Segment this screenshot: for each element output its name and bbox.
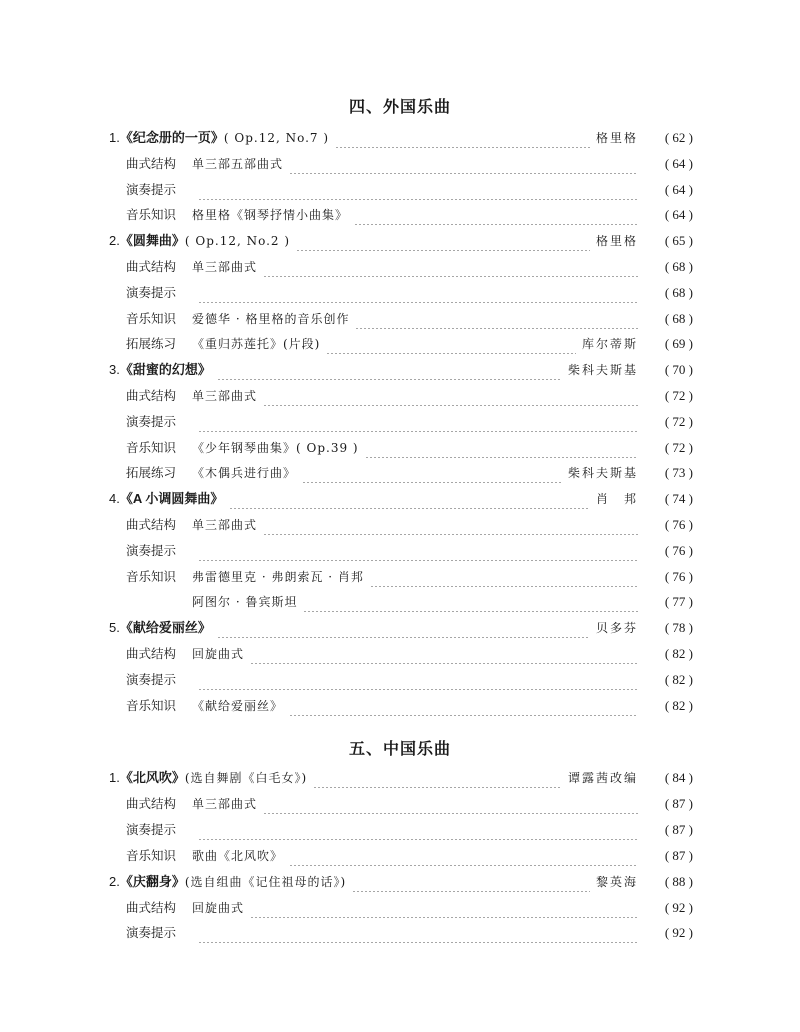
toc-entry[interactable] [0,768,800,788]
toc-entry[interactable] [0,618,800,638]
subentry-description: 《重归苏莲托》(片段) [192,337,321,352]
page-number: ( 92 ) [664,899,693,915]
toc-subentry[interactable] [0,794,800,814]
toc-subentry[interactable] [0,309,800,329]
subentry-label: 曲式结构 [126,388,177,403]
entry-extra: (选自舞剧《白毛女》) [184,771,308,785]
subentry-label: 拓展练习 [126,336,177,352]
entry-title: 《A 小调圆舞曲》 [119,491,224,507]
page-number: ( 76 ) [664,568,693,584]
page-number: ( 65 ) [664,233,693,249]
toc-subentry[interactable] [0,386,800,406]
subentry-description: 弗雷德里克 · 弗朗索瓦 · 肖邦 [192,569,364,584]
leader-dots [250,898,638,918]
leader-dots [263,386,638,406]
entry-extra: ( Op.12, No.2 ) [184,234,291,249]
toc-subentry[interactable] [0,644,800,664]
toc-subentry[interactable] [0,283,800,303]
entry-author: 柴科夫斯基 [564,463,638,483]
entry-title: 《庆翻身》 [119,873,185,889]
toc-subentry[interactable] [0,820,800,840]
leader-dots [352,872,590,892]
toc-subentry[interactable] [0,154,800,174]
leader-dots [296,231,590,251]
entry-number: 4. [109,491,120,507]
entry-heading [109,618,215,638]
entry-title: 《圆舞曲》 [119,233,185,249]
page-number: ( 76 ) [664,517,693,532]
toc-subentry[interactable] [0,515,800,535]
subentry-heading [126,309,353,329]
subentry-label: 曲式结构 [126,795,177,811]
page-number: ( 92 ) [664,925,693,941]
subentry-heading [126,820,196,840]
entry-title: 《献给爱丽丝》 [119,620,211,636]
leader-dots [198,820,638,840]
subentry-heading [126,846,287,866]
page-number: ( 87 ) [664,795,693,811]
subentry-label: 曲式结构 [126,155,177,171]
entry-author: 贝多芬 [592,618,638,638]
leader-dots [198,283,638,303]
subentry-label: 音乐知识 [126,207,177,223]
toc-subentry[interactable] [0,567,800,587]
subentry-label: 演奏提示 [126,542,177,558]
subentry-label: 拓展练习 [126,465,177,481]
subentry-heading [126,463,300,483]
leader-dots [198,412,638,432]
leader-dots [198,180,638,200]
leader-dots [303,592,638,612]
leader-dots [198,541,638,561]
page-number: ( 69 ) [664,336,693,352]
entry-heading [109,768,311,788]
page-number: ( 88 ) [664,873,693,889]
entry-author: 谭露茜改编 [564,768,638,788]
leader-dots [302,463,562,483]
section-5-title: 五、中国乐曲 [348,739,451,758]
subentry-label: 音乐知识 [126,697,177,713]
subentry-label: 演奏提示 [126,821,177,837]
subentry-label: 音乐知识 [126,310,177,326]
leader-dots [370,567,638,587]
subentry-heading [126,205,352,225]
page-number: ( 87 ) [664,821,693,837]
page-number: ( 68 ) [664,310,693,326]
leader-dots [289,846,638,866]
subentry-heading [126,567,368,587]
subentry-description: 单三部曲式 [192,389,258,403]
leader-dots [289,154,638,174]
toc-entry[interactable] [0,360,800,380]
page-number: ( 77 ) [664,594,693,610]
subentry-heading [126,923,196,943]
subentry-label: 曲式结构 [126,517,177,532]
page-number: ( 87 ) [664,847,693,863]
leader-dots [365,438,638,458]
toc-subentry[interactable] [0,438,800,458]
entry-author: 格里格 [592,231,638,251]
subentry-heading [126,257,261,277]
subentry-heading [126,438,363,458]
entry-title: 《北风吹》 [119,770,185,785]
leader-dots [326,334,576,354]
toc-subentry[interactable] [0,257,800,277]
leader-dots [263,794,638,814]
subentry-label: 演奏提示 [126,284,177,300]
subentry-heading [126,794,261,814]
page-number: ( 68 ) [664,259,693,274]
page-number: ( 72 ) [664,388,693,403]
subentry-description: 格里格《钢琴抒情小曲集》 [192,208,349,223]
subentry-description: 单三部曲式 [192,260,258,274]
subentry-heading [126,592,301,612]
subentry-label: 音乐知识 [126,439,177,455]
toc-subentry[interactable] [0,180,800,200]
toc-subentry[interactable] [0,205,800,225]
page-number: ( 82 ) [664,671,693,687]
entry-number: 2. [109,873,120,889]
page-number: ( 64 ) [664,207,693,223]
subentry-heading [126,670,196,690]
leader-dots [354,205,638,225]
subentry-heading [126,180,196,200]
leader-dots [313,768,562,788]
page-number: ( 73 ) [664,465,693,481]
subentry-label: 音乐知识 [126,847,177,863]
subentry-description: 《献给爱丽丝》 [192,698,284,713]
entry-heading [109,128,333,148]
subentry-label: 曲式结构 [126,646,177,661]
subentry-heading [126,412,196,432]
toc-entry[interactable] [0,489,800,509]
subentry-description: 《木偶兵进行曲》 [192,466,297,481]
leader-dots [229,489,590,509]
page-number: ( 62 ) [664,130,693,145]
entry-author: 格里格 [592,128,638,148]
subentry-description: 单三部曲式 [192,518,258,532]
toc-subentry[interactable] [0,696,800,716]
toc-subentry[interactable] [0,463,800,483]
subentry-label: 曲式结构 [126,259,177,274]
subentry-description: 单三部五部曲式 [192,156,284,171]
leader-dots [335,128,590,148]
subentry-heading [126,898,248,918]
page-number: ( 74 ) [664,491,693,507]
entry-heading [109,872,350,892]
entry-number: 3. [109,362,120,378]
entry-heading [109,360,215,380]
subentry-description: 歌曲《北风吹》 [192,848,284,863]
entry-author: 柴科夫斯基 [564,360,638,380]
toc-entry[interactable] [0,872,800,892]
page-number: ( 72 ) [664,439,693,455]
subentry-heading [126,386,261,406]
toc-entry[interactable] [0,231,800,251]
page-number: ( 70 ) [664,362,693,378]
toc-subentry[interactable] [0,592,800,612]
subentry-heading [126,334,324,354]
subentry-description: 阿图尔 · 鲁宾斯坦 [192,595,298,610]
section-4-title: 四、外国乐曲 [348,97,451,116]
subentry-description: 爱德华 · 格里格的音乐创作 [192,311,350,326]
toc-subentry[interactable] [0,846,800,866]
leader-dots [217,360,562,380]
leader-dots [289,696,638,716]
subentry-label: 演奏提示 [126,925,177,941]
subentry-heading [126,154,287,174]
entry-number: 1. [109,130,120,145]
entry-number: 2. [109,233,120,249]
page-number: ( 68 ) [664,284,693,300]
entry-author: 肖 邦 [592,489,638,509]
subentry-description: 回旋曲式 [192,900,245,915]
page-number: ( 84 ) [664,770,693,785]
leader-dots [198,923,638,943]
subentry-label: 演奏提示 [126,181,177,197]
toc-subentry[interactable] [0,412,800,432]
subentry-heading [126,696,287,716]
entry-author: 库尔蒂斯 [578,334,638,354]
toc-subentry[interactable] [0,541,800,561]
subentry-label: 演奏提示 [126,671,177,687]
leader-dots [355,309,638,329]
subentry-description: 回旋曲式 [192,647,245,661]
subentry-label: 曲式结构 [126,899,177,915]
page-number: ( 72 ) [664,413,693,429]
page-number: ( 78 ) [664,620,693,636]
toc-subentry[interactable] [0,670,800,690]
toc-subentry[interactable] [0,923,800,943]
subentry-description: 《少年钢琴曲集》( Op.39 ) [192,440,359,455]
page-number: ( 82 ) [664,697,693,713]
leader-dots [250,644,638,664]
entry-number: 1. [109,770,120,785]
entry-title: 《纪念册的一页》 [119,130,224,145]
page-number: ( 64 ) [664,155,693,171]
leader-dots [217,618,590,638]
leader-dots [263,257,638,277]
toc-subentry[interactable] [0,334,800,354]
entry-heading [109,489,227,509]
subentry-label: 演奏提示 [126,413,177,429]
subentry-heading [126,644,248,664]
subentry-label: 音乐知识 [126,568,177,584]
subentry-heading [126,515,261,535]
subentry-description: 单三部曲式 [192,796,258,811]
entry-author: 黎英海 [592,872,638,892]
page-number: ( 64 ) [664,181,693,197]
leader-dots [263,515,638,535]
entry-title: 《甜蜜的幻想》 [119,362,211,378]
toc-entry[interactable] [0,128,800,148]
subentry-heading [126,541,196,561]
page-number: ( 82 ) [664,646,693,661]
entry-number: 5. [109,620,120,636]
entry-extra: (选自组曲《记住祖母的话》) [184,874,347,889]
entry-extra: ( Op.12, No.7 ) [223,131,330,145]
toc-subentry[interactable] [0,898,800,918]
entry-heading [109,231,294,251]
subentry-heading [126,283,196,303]
page-number: ( 76 ) [664,542,693,558]
leader-dots [198,670,638,690]
